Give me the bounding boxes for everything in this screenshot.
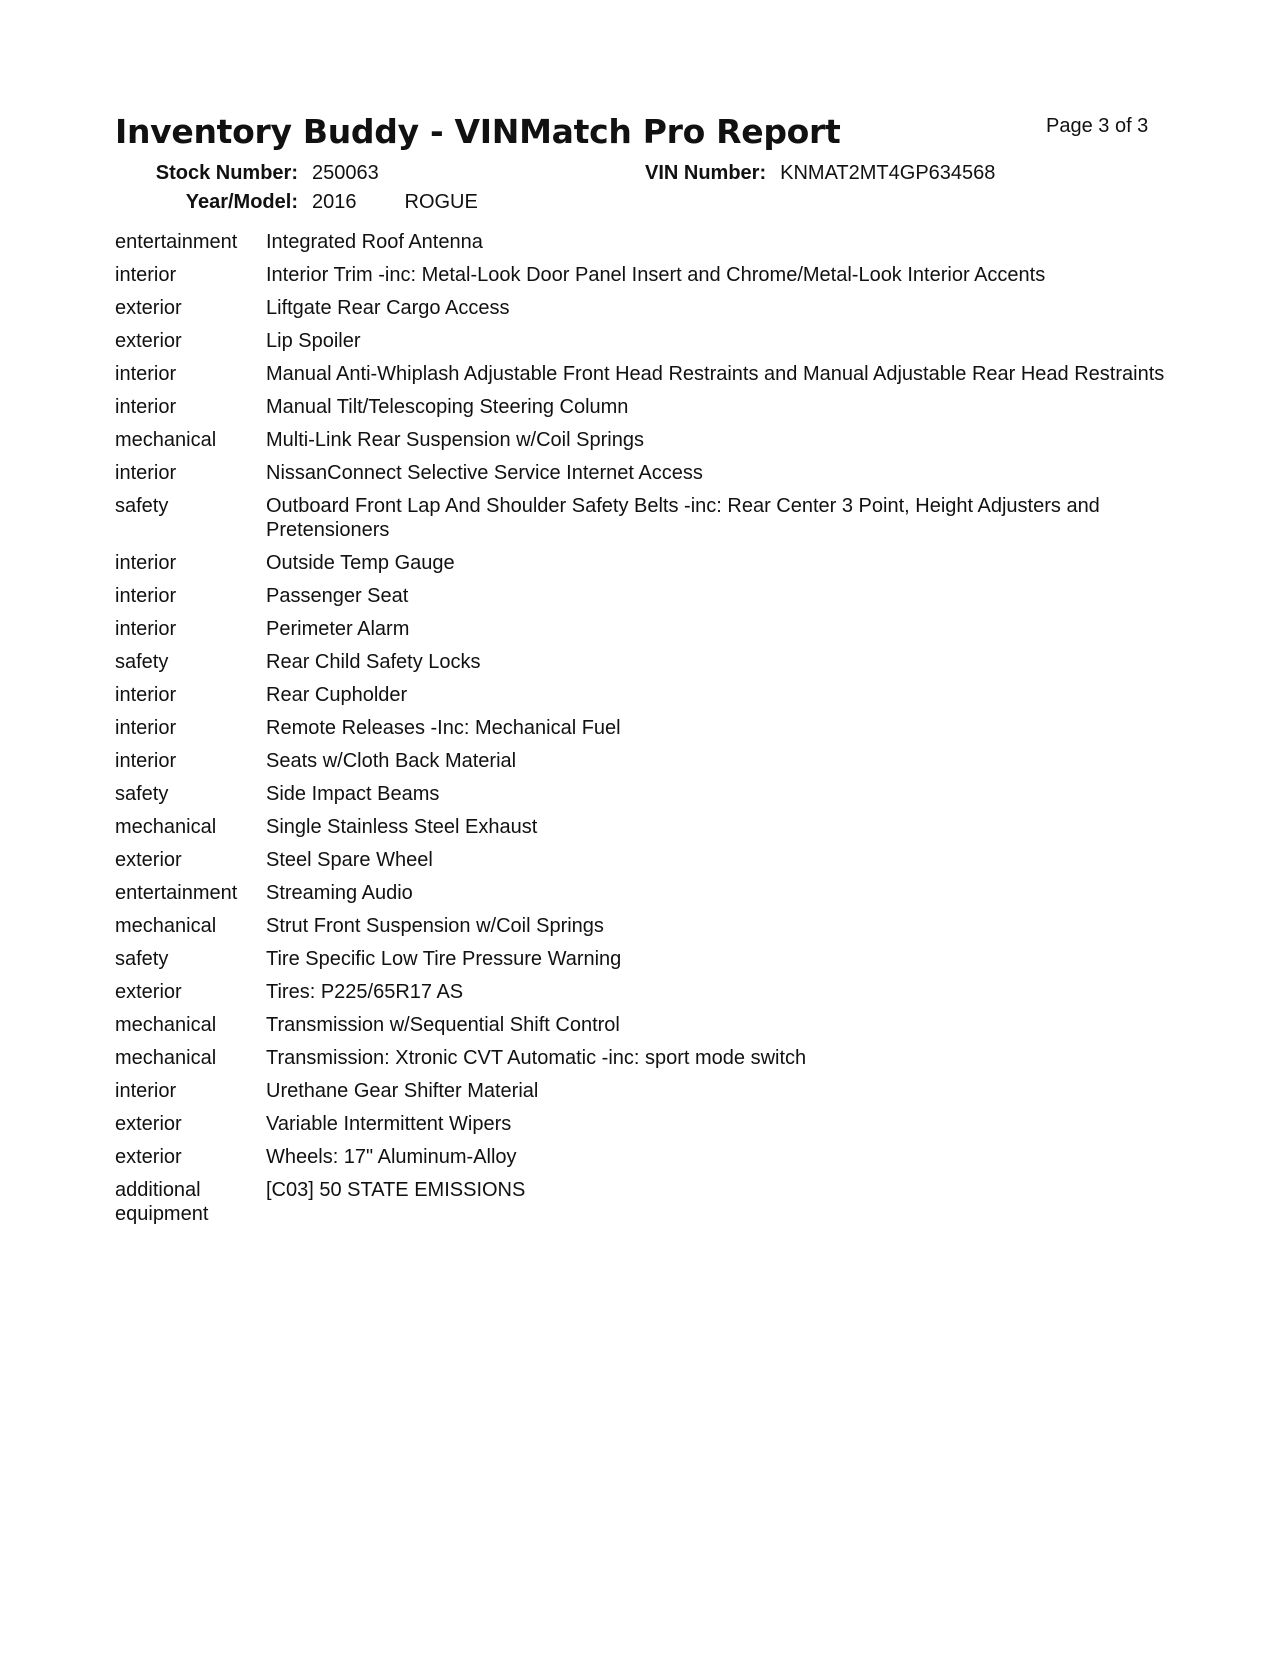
feature-row (115, 947, 1175, 971)
year-value: 2016 (312, 191, 357, 213)
feature-description: Seats w/Cloth Back Material (266, 750, 517, 772)
feature-description: Liftgate Rear Cargo Access (266, 297, 510, 319)
feature-description: Perimeter Alarm (266, 618, 410, 640)
feature-description: Outboard Front Lap And Shoulder Safety Belts -inc: Rear Center 3 Point, Height Adjusters and Pretensioners (266, 495, 1100, 541)
feature-row (115, 551, 1175, 575)
feature-row (115, 848, 1175, 872)
feature-row (115, 329, 1175, 353)
year-model-field (155, 191, 478, 214)
feature-category: exterior (115, 849, 182, 871)
feature-category: safety (115, 651, 169, 673)
feature-row (115, 1145, 1175, 1169)
feature-category: interior (115, 462, 177, 484)
feature-row (115, 1112, 1175, 1136)
feature-category: interior (115, 1080, 177, 1102)
feature-category: additional equipment (115, 1179, 209, 1225)
feature-row (115, 881, 1175, 905)
feature-row (115, 263, 1175, 287)
stock-number-value: 250063 (312, 162, 379, 184)
feature-category: mechanical (115, 429, 217, 451)
stock-number-label: Stock Number: (155, 162, 298, 184)
vin-number-value: KNMAT2MT4GP634568 (780, 162, 996, 184)
feature-category: entertainment (115, 882, 238, 904)
feature-description: Interior Trim -inc: Metal-Look Door Panel Insert and Chrome/Metal-Look Interior Accents (266, 264, 1046, 286)
feature-row (115, 716, 1175, 740)
vin-number-label: VIN Number: (645, 162, 767, 184)
feature-category: safety (115, 948, 169, 970)
feature-description: Single Stainless Steel Exhaust (266, 816, 538, 838)
feature-category: interior (115, 618, 177, 640)
feature-row (115, 395, 1175, 419)
feature-category: interior (115, 264, 177, 286)
feature-category: mechanical (115, 816, 217, 838)
feature-row (115, 980, 1175, 1004)
feature-category: exterior (115, 1113, 182, 1135)
feature-description: Passenger Seat (266, 585, 409, 607)
feature-category: interior (115, 717, 177, 739)
page-indicator: Page 3 of 3 (1046, 115, 1149, 137)
report-title: Inventory Buddy - VINMatch Pro Report (115, 112, 841, 151)
feature-category: entertainment (115, 231, 238, 253)
feature-category: exterior (115, 981, 182, 1003)
feature-row (115, 296, 1175, 320)
stock-number-field (155, 162, 379, 185)
feature-category: mechanical (115, 915, 217, 937)
feature-category: interior (115, 585, 177, 607)
feature-description: Outside Temp Gauge (266, 552, 455, 574)
year-model-label: Year/Model: (185, 191, 298, 213)
feature-row (115, 749, 1175, 773)
feature-description: Rear Child Safety Locks (266, 651, 481, 673)
feature-row (115, 617, 1175, 641)
feature-row (115, 1178, 1175, 1226)
feature-category: interior (115, 552, 177, 574)
feature-description: Urethane Gear Shifter Material (266, 1080, 539, 1102)
feature-description: Multi-Link Rear Suspension w/Coil Springs (266, 429, 644, 451)
feature-description: Tires: P225/65R17 AS (266, 981, 464, 1003)
feature-description: [C03] 50 STATE EMISSIONS (266, 1179, 526, 1201)
feature-row (115, 1046, 1175, 1070)
model-value: ROGUE (404, 191, 478, 213)
feature-row (115, 494, 1175, 542)
feature-description: Transmission: Xtronic CVT Automatic -inc: sport mode switch (266, 1047, 807, 1069)
feature-row (115, 230, 1175, 254)
feature-row (115, 1079, 1175, 1103)
feature-category: mechanical (115, 1014, 217, 1036)
feature-row (115, 362, 1175, 386)
feature-category: mechanical (115, 1047, 217, 1069)
feature-description: Side Impact Beams (266, 783, 440, 805)
feature-description: Streaming Audio (266, 882, 413, 904)
feature-description: Transmission w/Sequential Shift Control (266, 1014, 620, 1036)
feature-description: Wheels: 17" Aluminum-Alloy (266, 1146, 517, 1168)
feature-description: Integrated Roof Antenna (266, 231, 483, 253)
feature-row (115, 815, 1175, 839)
feature-list (115, 230, 1175, 1235)
feature-description: NissanConnect Selective Service Internet Access (266, 462, 703, 484)
feature-row (115, 782, 1175, 806)
feature-row (115, 461, 1175, 485)
feature-category: safety (115, 495, 169, 517)
feature-row (115, 1013, 1175, 1037)
feature-category: exterior (115, 297, 182, 319)
feature-row (115, 428, 1175, 452)
feature-description: Variable Intermittent Wipers (266, 1113, 512, 1135)
feature-category: interior (115, 684, 177, 706)
feature-description: Manual Anti-Whiplash Adjustable Front Head Restraints and Manual Adjustable Rear Head Restraints (266, 363, 1165, 385)
feature-row (115, 914, 1175, 938)
feature-row (115, 683, 1175, 707)
feature-description: Remote Releases -Inc: Mechanical Fuel (266, 717, 621, 739)
feature-category: exterior (115, 1146, 182, 1168)
feature-description: Manual Tilt/Telescoping Steering Column (266, 396, 629, 418)
feature-category: exterior (115, 330, 182, 352)
feature-category: safety (115, 783, 169, 805)
feature-category: interior (115, 750, 177, 772)
feature-description: Strut Front Suspension w/Coil Springs (266, 915, 604, 937)
feature-row (115, 650, 1175, 674)
feature-category: interior (115, 363, 177, 385)
feature-description: Rear Cupholder (266, 684, 408, 706)
feature-description: Tire Specific Low Tire Pressure Warning (266, 948, 622, 970)
feature-description: Lip Spoiler (266, 330, 361, 352)
feature-description: Steel Spare Wheel (266, 849, 433, 871)
feature-category: interior (115, 396, 177, 418)
vin-number-field (645, 162, 995, 185)
feature-row (115, 584, 1175, 608)
